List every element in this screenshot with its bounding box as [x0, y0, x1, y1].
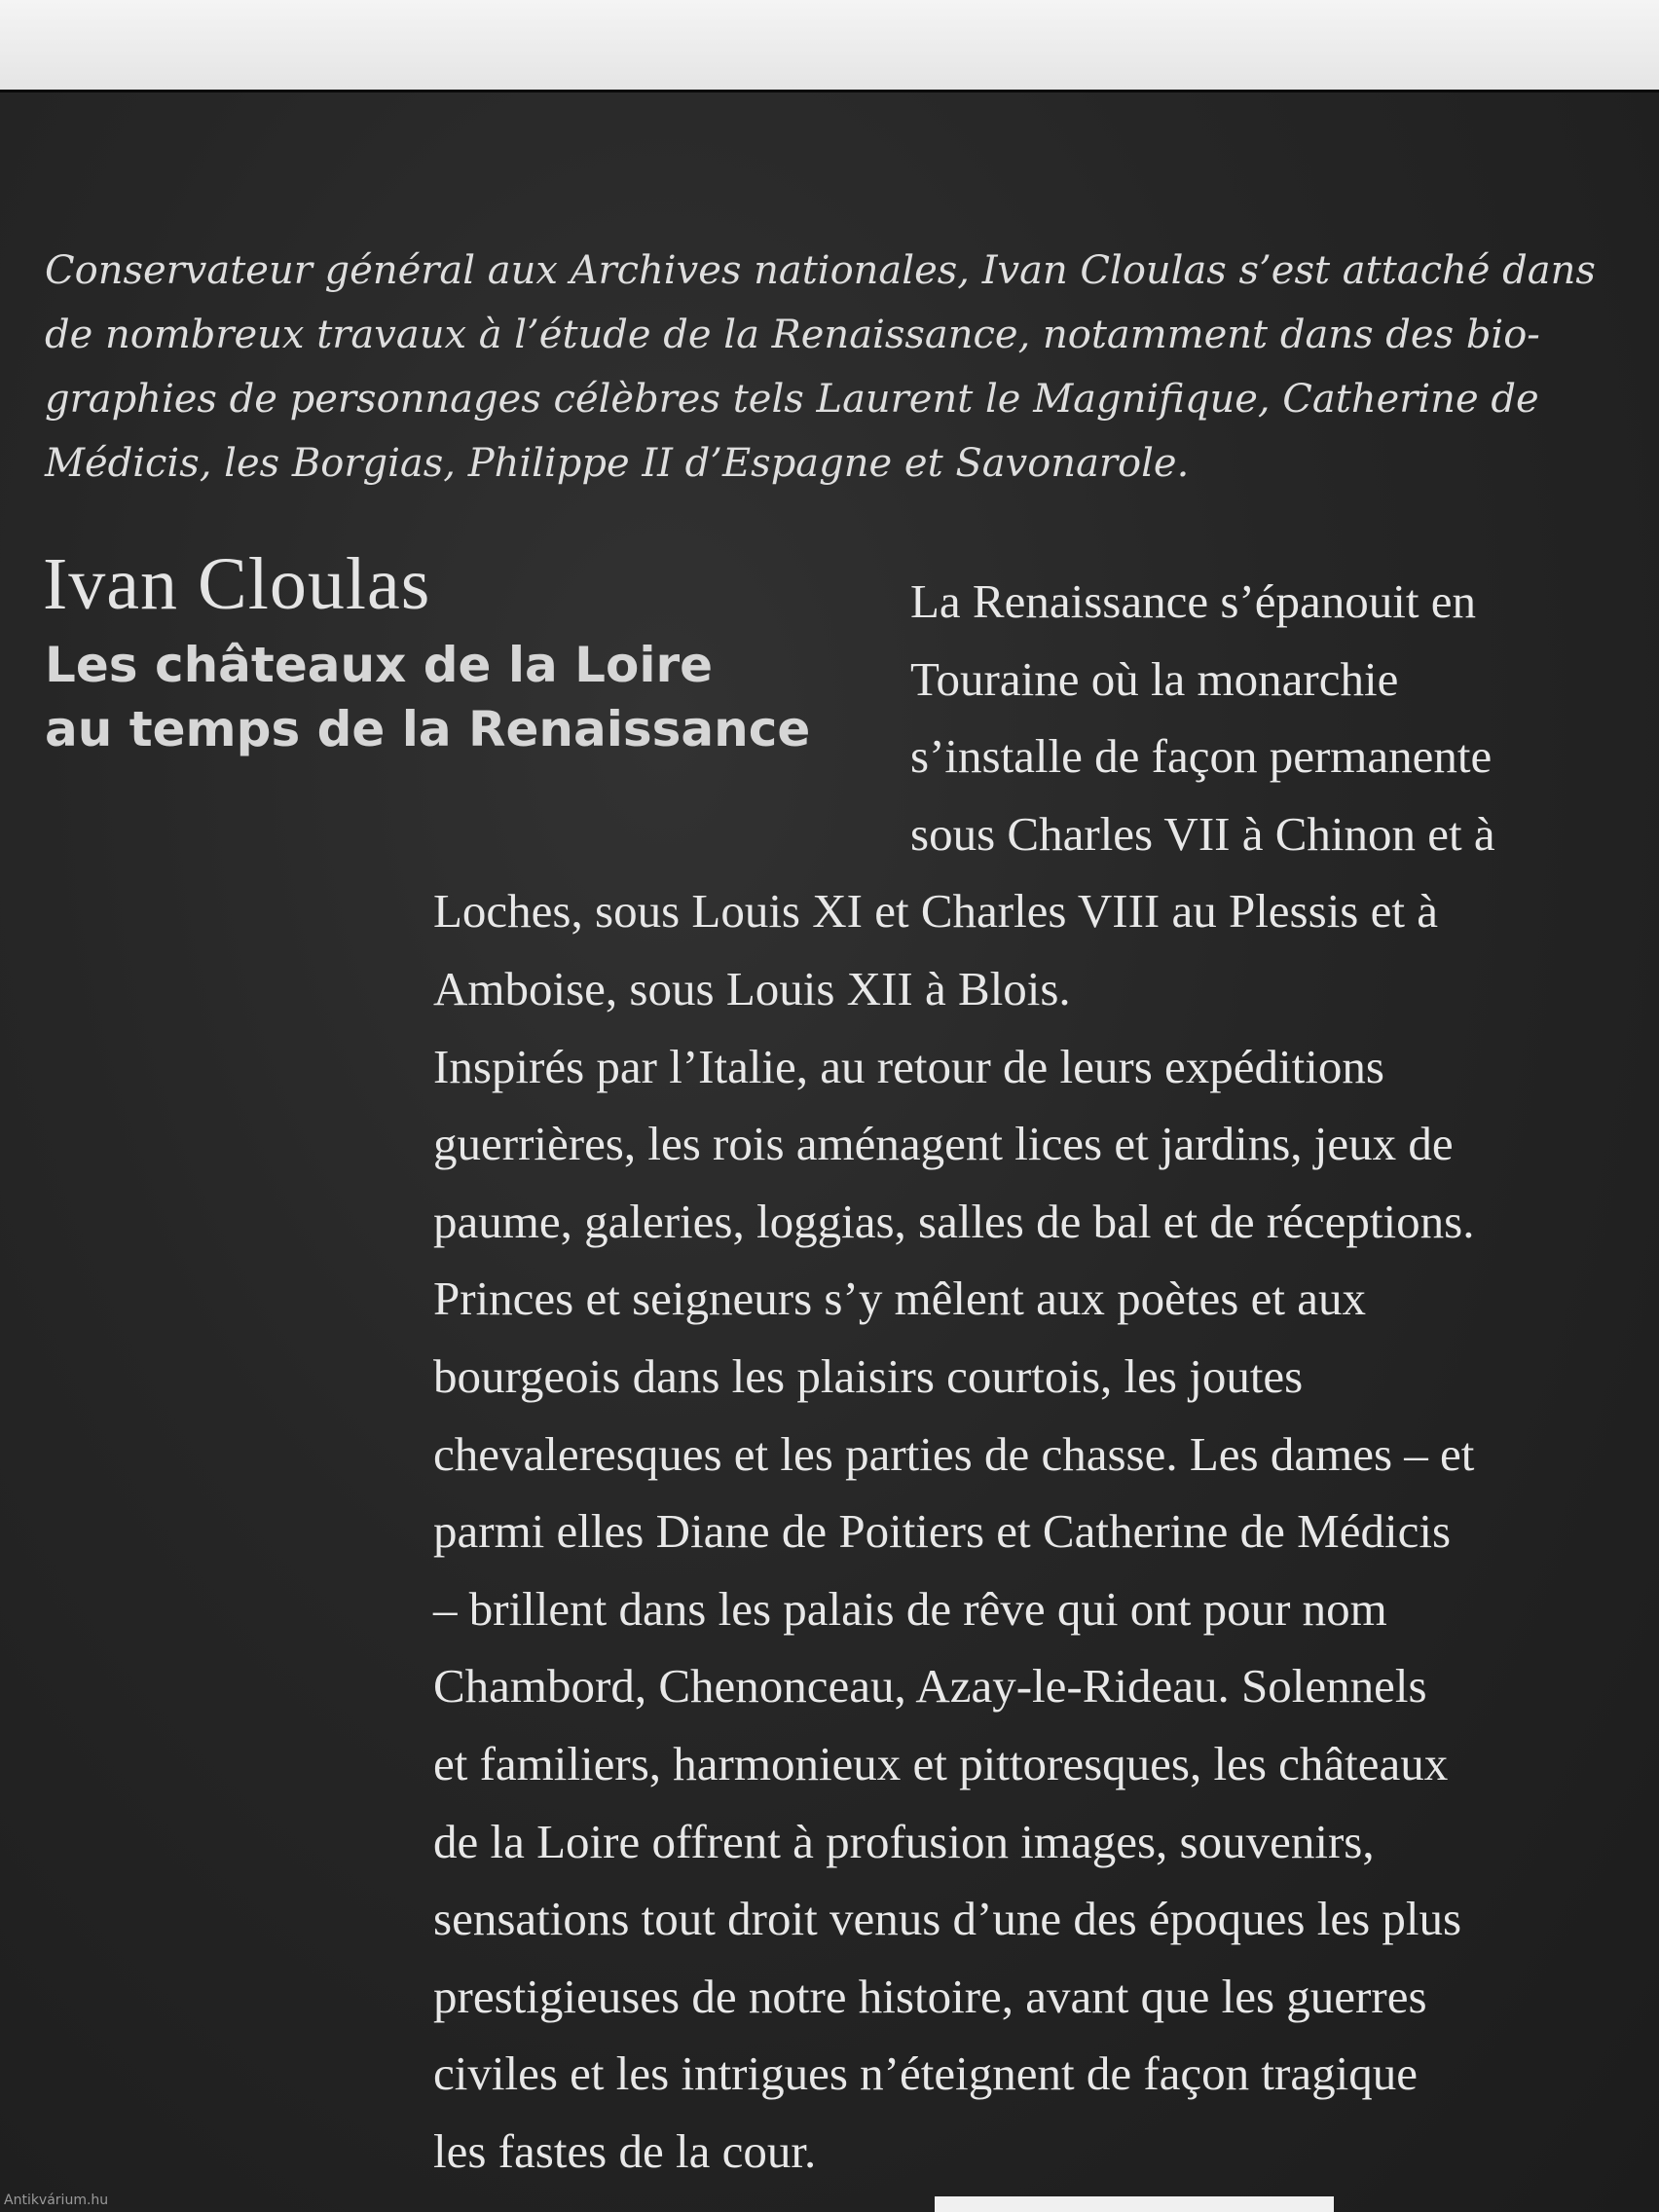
blurb-line: s’installe de façon permanente	[910, 729, 1493, 784]
bio-line: de nombreux travaux à l’étude de la Renaissance, notamment dans des bio-	[45, 313, 1540, 357]
blurb-line: bourgeois dans les plaisirs courtois, les joutes	[433, 1348, 1304, 1403]
author-biography	[45, 239, 1603, 496]
title-line: au temps de la Renaissance	[45, 701, 811, 757]
blurb-line: prestigieuses de notre histoire, avant que les guerres	[433, 1969, 1427, 2023]
blurb-line: – brillent dans les palais de rêve qui ont pour nom	[433, 1581, 1387, 1636]
blurb-line: chevaleresques et les parties de chasse. Les dames – et	[433, 1426, 1475, 1481]
blurb-line: Touraine où la monarchie	[910, 651, 1399, 706]
blurb-line: sensations tout droit venus d’une des époques les plus	[433, 1892, 1462, 1946]
blurb-line: les fastes de la cour.	[433, 2123, 817, 2178]
blurb-line: et familiers, harmonieux et pittoresques, les châteaux	[433, 1736, 1449, 1790]
blurb-line: guerrières, les rois aménagent lices et jardins, jeux de	[433, 1117, 1454, 1171]
blurb-line: sous Charles VII à Chinon et à	[910, 806, 1495, 861]
bio-line: Conservateur général aux Archives nationales, Ivan Cloulas s’est attaché dans	[45, 248, 1596, 293]
blurb-line: Princes et seigneurs s’y mêlent aux poètes et aux	[433, 1272, 1366, 1326]
blurb-line: Amboise, sous Louis XII à Blois.	[433, 961, 1071, 1015]
blurb-line: Loches, sous Louis XI et Charles VIII au Plessis et à	[433, 884, 1438, 939]
blurb-line: Chambord, Chenonceau, Azay-le-Rideau. Solennels	[433, 1659, 1427, 1714]
blurb-line: paume, galeries, loggias, salles de bal et de réceptions.	[433, 1194, 1475, 1248]
blurb-line: civiles et les intrigues n’éteignent de façon tragique	[433, 2046, 1418, 2101]
bio-line: Médicis, les Borgias, Philippe II d’Espagne et Savonarole.	[45, 441, 1190, 486]
blurb-line: Inspirés par l’Italie, au retour de leurs expéditions	[433, 1039, 1384, 1093]
barcode-edge	[935, 2196, 1334, 2212]
bio-line: graphies de personnages célèbres tels Laurent le Magnifique, Catherine de	[45, 377, 1539, 422]
author-name: Ivan Cloulas	[43, 543, 431, 625]
title-line: Les châteaux de la Loire	[45, 637, 714, 693]
blurb-line: La Renaissance s’épanouit en	[910, 574, 1476, 628]
blurb-text	[433, 563, 1597, 2190]
watermark-credit: Antikvárium.hu	[4, 2193, 109, 2208]
blurb-line: parmi elles Diane de Poitiers et Catherine de Médicis	[433, 1504, 1452, 1559]
blurb-line: de la Loire offrent à profusion images, souvenirs,	[433, 1814, 1375, 1868]
